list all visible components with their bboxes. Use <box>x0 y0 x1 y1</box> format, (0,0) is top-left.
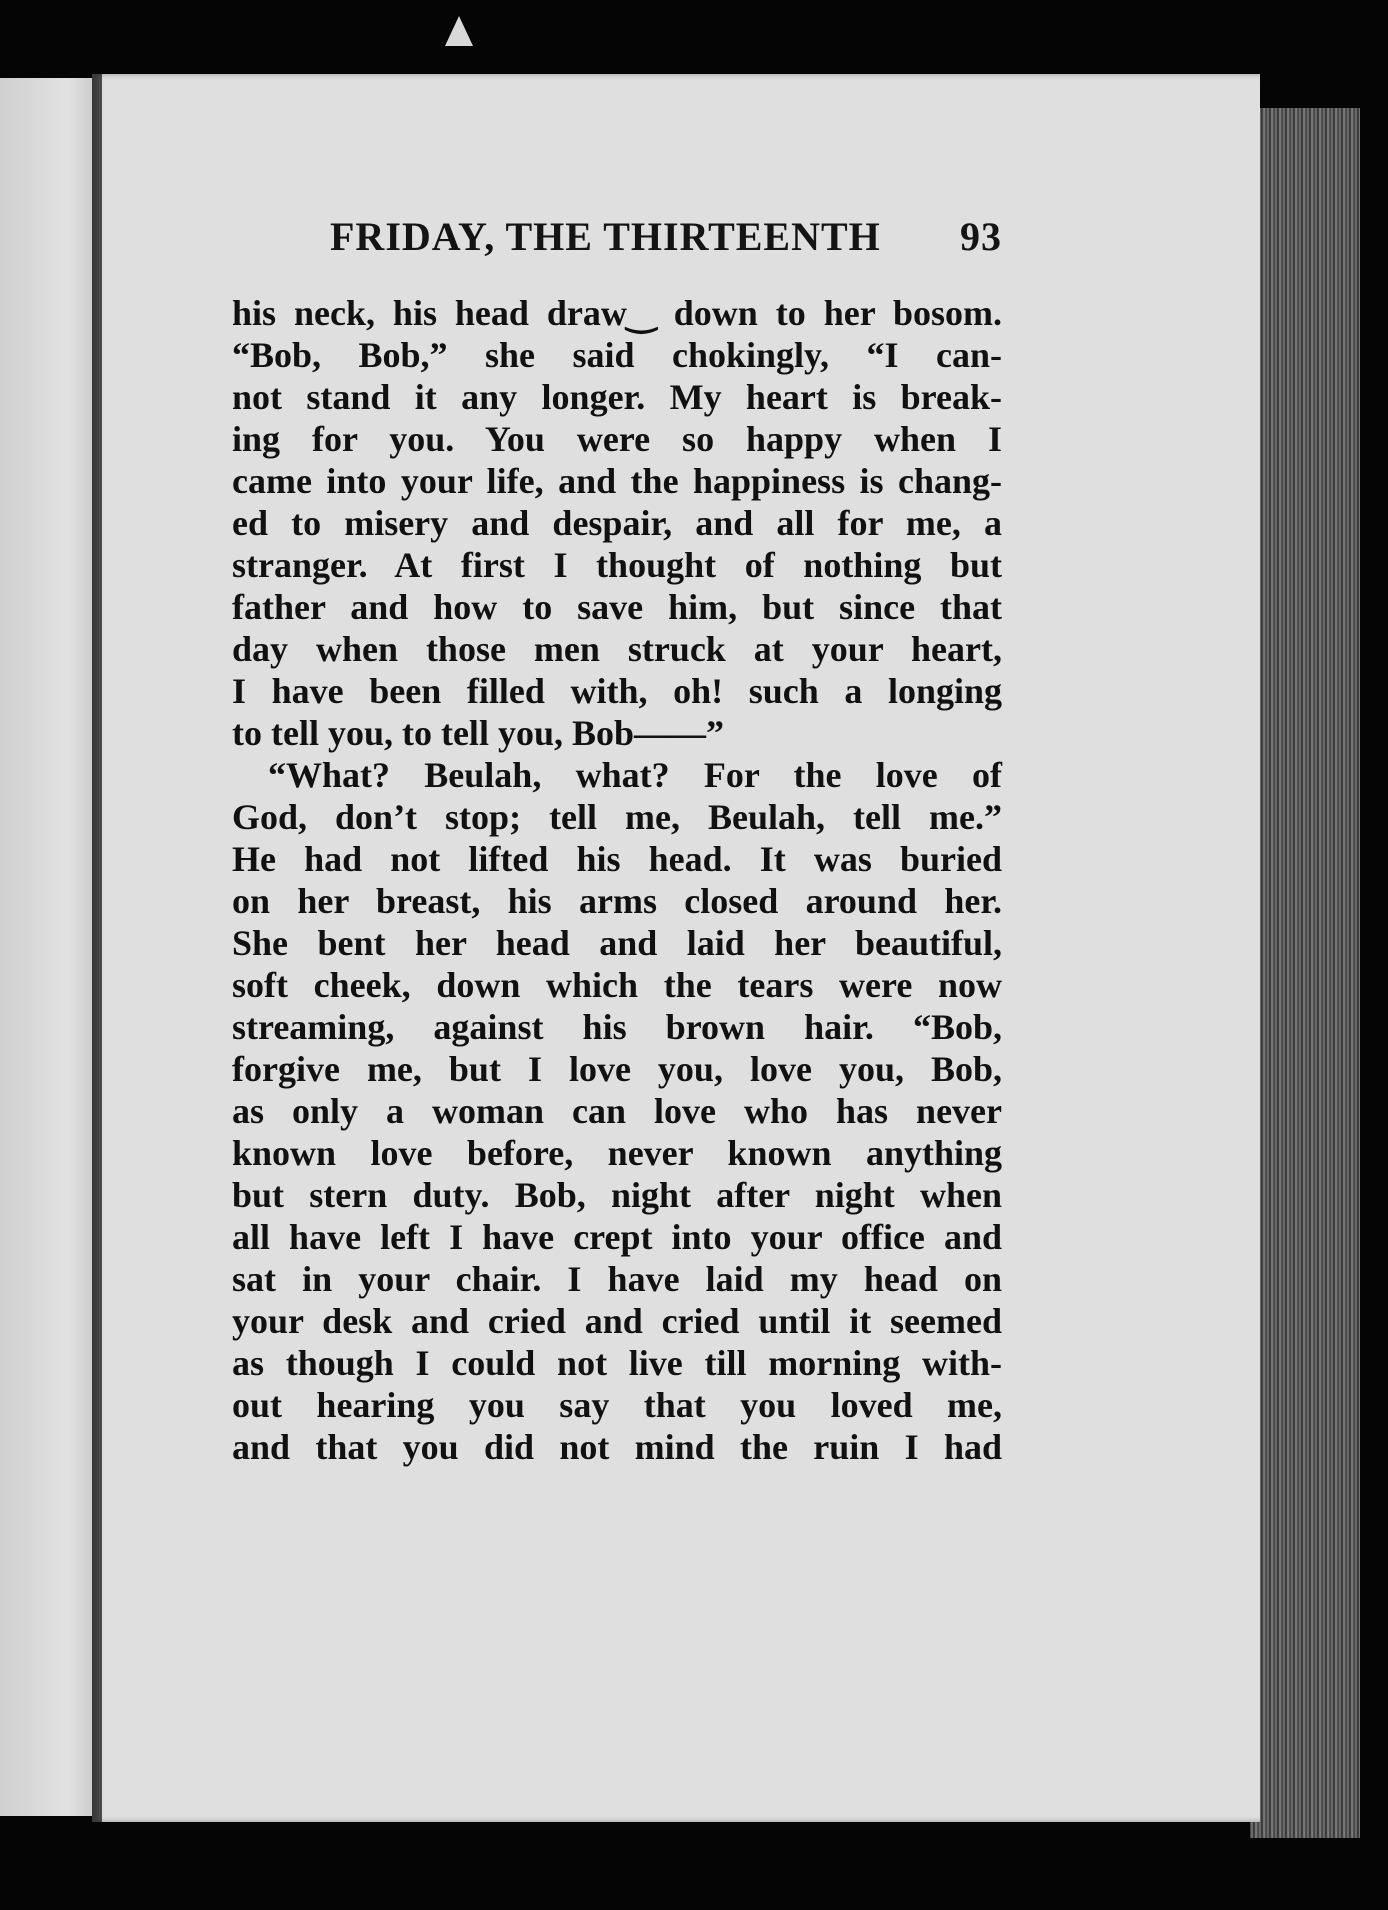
text-line: as though I could not live till morning with- <box>232 1343 1002 1383</box>
text-line: to tell you, to tell you, Bob——” <box>232 713 724 753</box>
text-line: came into your life, and the happiness is chang- <box>232 461 1002 501</box>
text-line: and that you did not mind the ruin I had <box>232 1427 1002 1467</box>
text-line: as only a woman can love who has never <box>232 1091 1002 1131</box>
running-head: FRIDAY, THE THIRTEENTH <box>330 214 881 259</box>
text-line: ed to misery and despair, and all for me, a <box>232 503 1002 543</box>
text-line: all have left I have crept into your office and <box>232 1217 1002 1257</box>
text-line: not stand it any longer. My heart is break- <box>232 377 1002 417</box>
text-line: but stern duty. Bob, night after night when <box>232 1175 1002 1215</box>
text-line: on her breast, his arms closed around her. <box>232 881 1002 921</box>
text-line: God, don’t stop; tell me, Beulah, tell me.” <box>232 797 1002 837</box>
body-text <box>232 292 1002 1468</box>
text-line: soft cheek, down which the tears were now <box>232 965 1002 1005</box>
page-header <box>330 213 1002 273</box>
spine-shadow <box>92 74 102 1822</box>
text-line: streaming, against his brown hair. “Bob, <box>232 1007 1002 1047</box>
text-line: ing for you. You were so happy when I <box>232 419 1002 459</box>
text-line: “Bob, Bob,” she said chokingly, “I can- <box>232 335 1002 375</box>
page-edges <box>1250 108 1360 1838</box>
text-line: his neck, his head draw‿ down to her bosom. <box>232 293 1002 333</box>
binding-mark <box>445 16 473 46</box>
text-line: your desk and cried and cried until it seemed <box>232 1301 1002 1341</box>
text-line: known love before, never known anything <box>232 1133 1002 1173</box>
text-line: “What? Beulah, what? For the love of <box>268 755 1002 795</box>
text-line: She bent her head and laid her beautiful, <box>232 923 1002 963</box>
text-line: sat in your chair. I have laid my head on <box>232 1259 1002 1299</box>
text-line: father and how to save him, but since that <box>232 587 1002 627</box>
text-line: I have been filled with, oh! such a longing <box>232 671 1002 711</box>
text-line: stranger. At first I thought of nothing but <box>232 545 1002 585</box>
page-number: 93 <box>960 214 1002 259</box>
text-line: forgive me, but I love you, love you, Bob, <box>232 1049 1002 1089</box>
text-line: He had not lifted his head. It was buried <box>232 839 1002 879</box>
text-line: out hearing you say that you loved me, <box>232 1385 1002 1425</box>
text-line: day when those men struck at your heart, <box>232 629 1002 669</box>
